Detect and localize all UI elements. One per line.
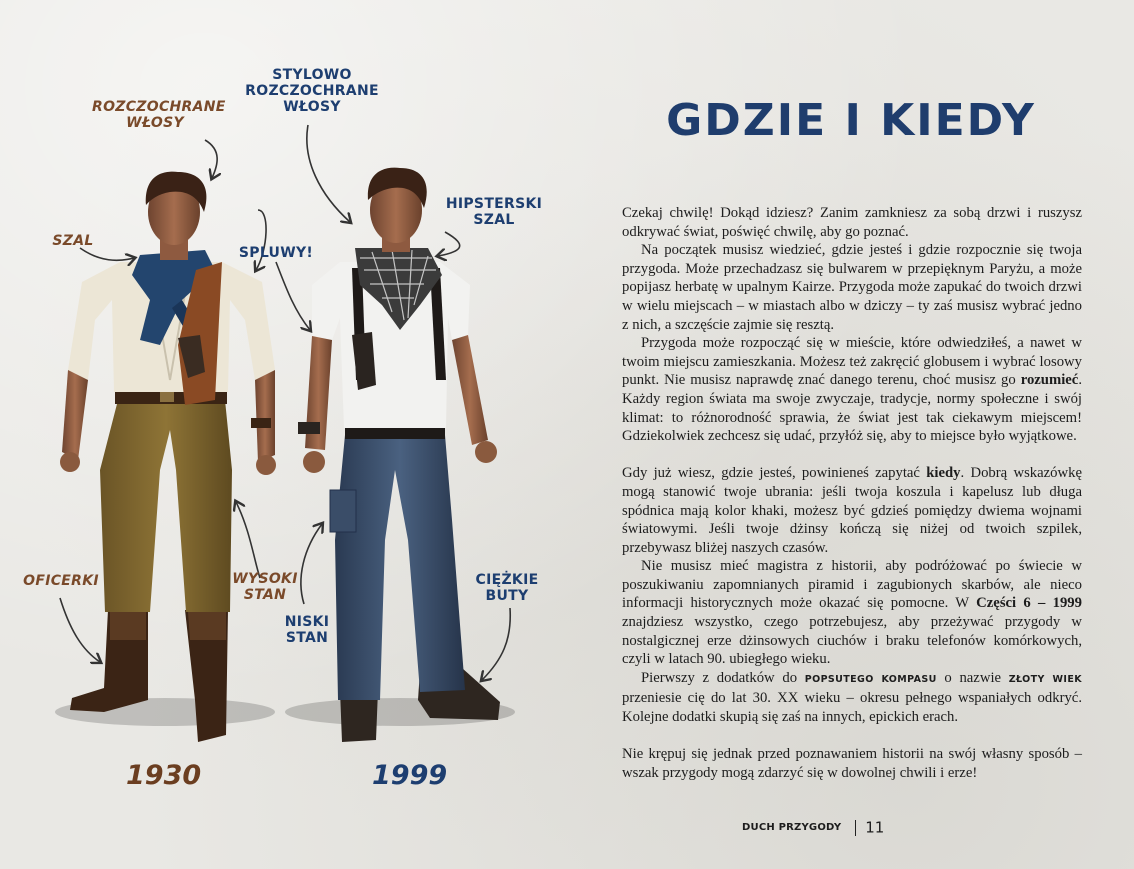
footer-title: DUCH PRZYGODY bbox=[742, 822, 842, 833]
paragraph: Czekaj chwilę! Dokąd idziesz? Zanim zamkniesz za sobą drzwi i ruszysz odkrywać świat, poświęć chwilę, aby go poznać. bbox=[622, 205, 1082, 240]
paragraph bbox=[622, 669, 1082, 727]
text-span: . Każdy region świata ma swoje zwyczaje, tradycje, normy społeczne i swój klimat: to różnorodność sprawia, że świat jest tak ciekawym miejscem! Gdziekolwiek zechcesz się udać, przyłóż się, aby to miejsce było wyjątkowe. bbox=[622, 372, 1082, 445]
text-span: . Dobrą wskazówkę mogą stanowić twoje ubrania: jeśli twoja koszula i kapelusz lub długa spódnica mają kolor khaki, możesz być gdzieś pomiędzy dwiema wojnami światowymi. Jeśli twoje dżinsy kończą się niżej od twoich szpilek, przebywasz bliżej naszych czasów. bbox=[622, 465, 1082, 556]
label-stylowo-rozczochrane-wlosy: STYLOWO ROZCZOCHRANE WŁOSY bbox=[245, 67, 379, 115]
body-text bbox=[622, 204, 1082, 782]
page-footer bbox=[742, 817, 884, 837]
label-szal: SZAL bbox=[52, 233, 94, 249]
label-niski-stan: NISKI STAN bbox=[284, 614, 330, 646]
text-span: znajdziesz wszystko, czego potrzebujesz, aby przeżywać przygody w nostalgicznej erze dżinsowych ciuchów i braku telefonów komórkowych, czyli w latach 90. ubiegłego wieku. bbox=[622, 614, 1082, 668]
year-1930: 1930 bbox=[126, 760, 202, 791]
product-name-popsuty-kompas: POPSUTEGO KOMPASU bbox=[804, 673, 937, 685]
label-oficerki: OFICERKI bbox=[23, 573, 99, 589]
text-span: o nazwie bbox=[936, 669, 1009, 686]
label-rozczochrane-wlosy: ROZCZOCHRANE WŁOSY bbox=[92, 99, 226, 131]
emphasis-czesci-6: Części 6 – 1999 bbox=[976, 595, 1082, 612]
text-span: Gdy już wiesz, gdzie jesteś, powinieneś zapytać bbox=[622, 465, 927, 482]
product-name-zloty-wiek: ZŁOTY WIEK bbox=[1008, 673, 1083, 685]
paragraph bbox=[622, 464, 1082, 557]
page-number: 11 bbox=[865, 818, 885, 837]
page-title: GDZIE I KIEDY bbox=[666, 95, 1036, 146]
emphasis-rozumiec: rozumieć bbox=[1020, 372, 1079, 389]
paragraph: Na początek musisz wiedzieć, gdzie jesteś i gdzie rozpocznie się twoja przygoda. Może przechadzasz się bulwarem w przepięknym Paryżu, a może popijasz herbatę w upalnym Kairze. Przygoda może zapukać do twoich drzwi w wielu miejscach – w miastach albo w dziczy – ty zaś musisz wybrać jedno z nich, a szczęście zajmie się resztą. bbox=[622, 242, 1082, 333]
paragraph bbox=[622, 334, 1082, 446]
year-1999: 1999 bbox=[372, 760, 448, 791]
footer-divider bbox=[855, 820, 856, 836]
paragraph: Nie krępuj się jednak przed poznawaniem historii na swój własny sposób – wszak przygody mogą zdarzyć się w dowolnej chwili i erze! bbox=[622, 746, 1082, 781]
text-span: przeniesie cię do lat 30. XX wieku – okresu pełnego wspaniałych odkryć. Kolejne dodatki skupią się zaś na innych, epickich erach. bbox=[622, 690, 1082, 726]
label-hipsterski-szal: HIPSTERSKI SZAL bbox=[445, 196, 543, 228]
label-wysoki-stan: WYSOKI STAN bbox=[232, 571, 298, 603]
label-spluwy: SPLUWY! bbox=[238, 245, 314, 261]
text-span: Przygoda może rozpocząć się w mieście, które odwiedziłeś, a nawet w twoim miejscu zamieszkania. Możesz też zakręcić globusem i wybrać losowy punkt. Nie musisz naprawdę znać danego terenu, choć musisz go bbox=[622, 335, 1082, 389]
text-span: Pierwszy z dodatków do bbox=[641, 669, 805, 686]
emphasis-kiedy: kiedy bbox=[926, 465, 961, 482]
label-ciezkie-buty: CIĘŻKIE BUTY bbox=[475, 572, 539, 604]
text-span: Nie musisz mieć magistra z historii, aby podróżować po świecie w poszukiwaniu zapomnianych piramid i zagubionych skarbów, ale nieco informacji historycznych może okazać się pomocne. W bbox=[622, 558, 1082, 612]
paragraph bbox=[622, 557, 1082, 669]
figure-1999 bbox=[298, 168, 500, 742]
